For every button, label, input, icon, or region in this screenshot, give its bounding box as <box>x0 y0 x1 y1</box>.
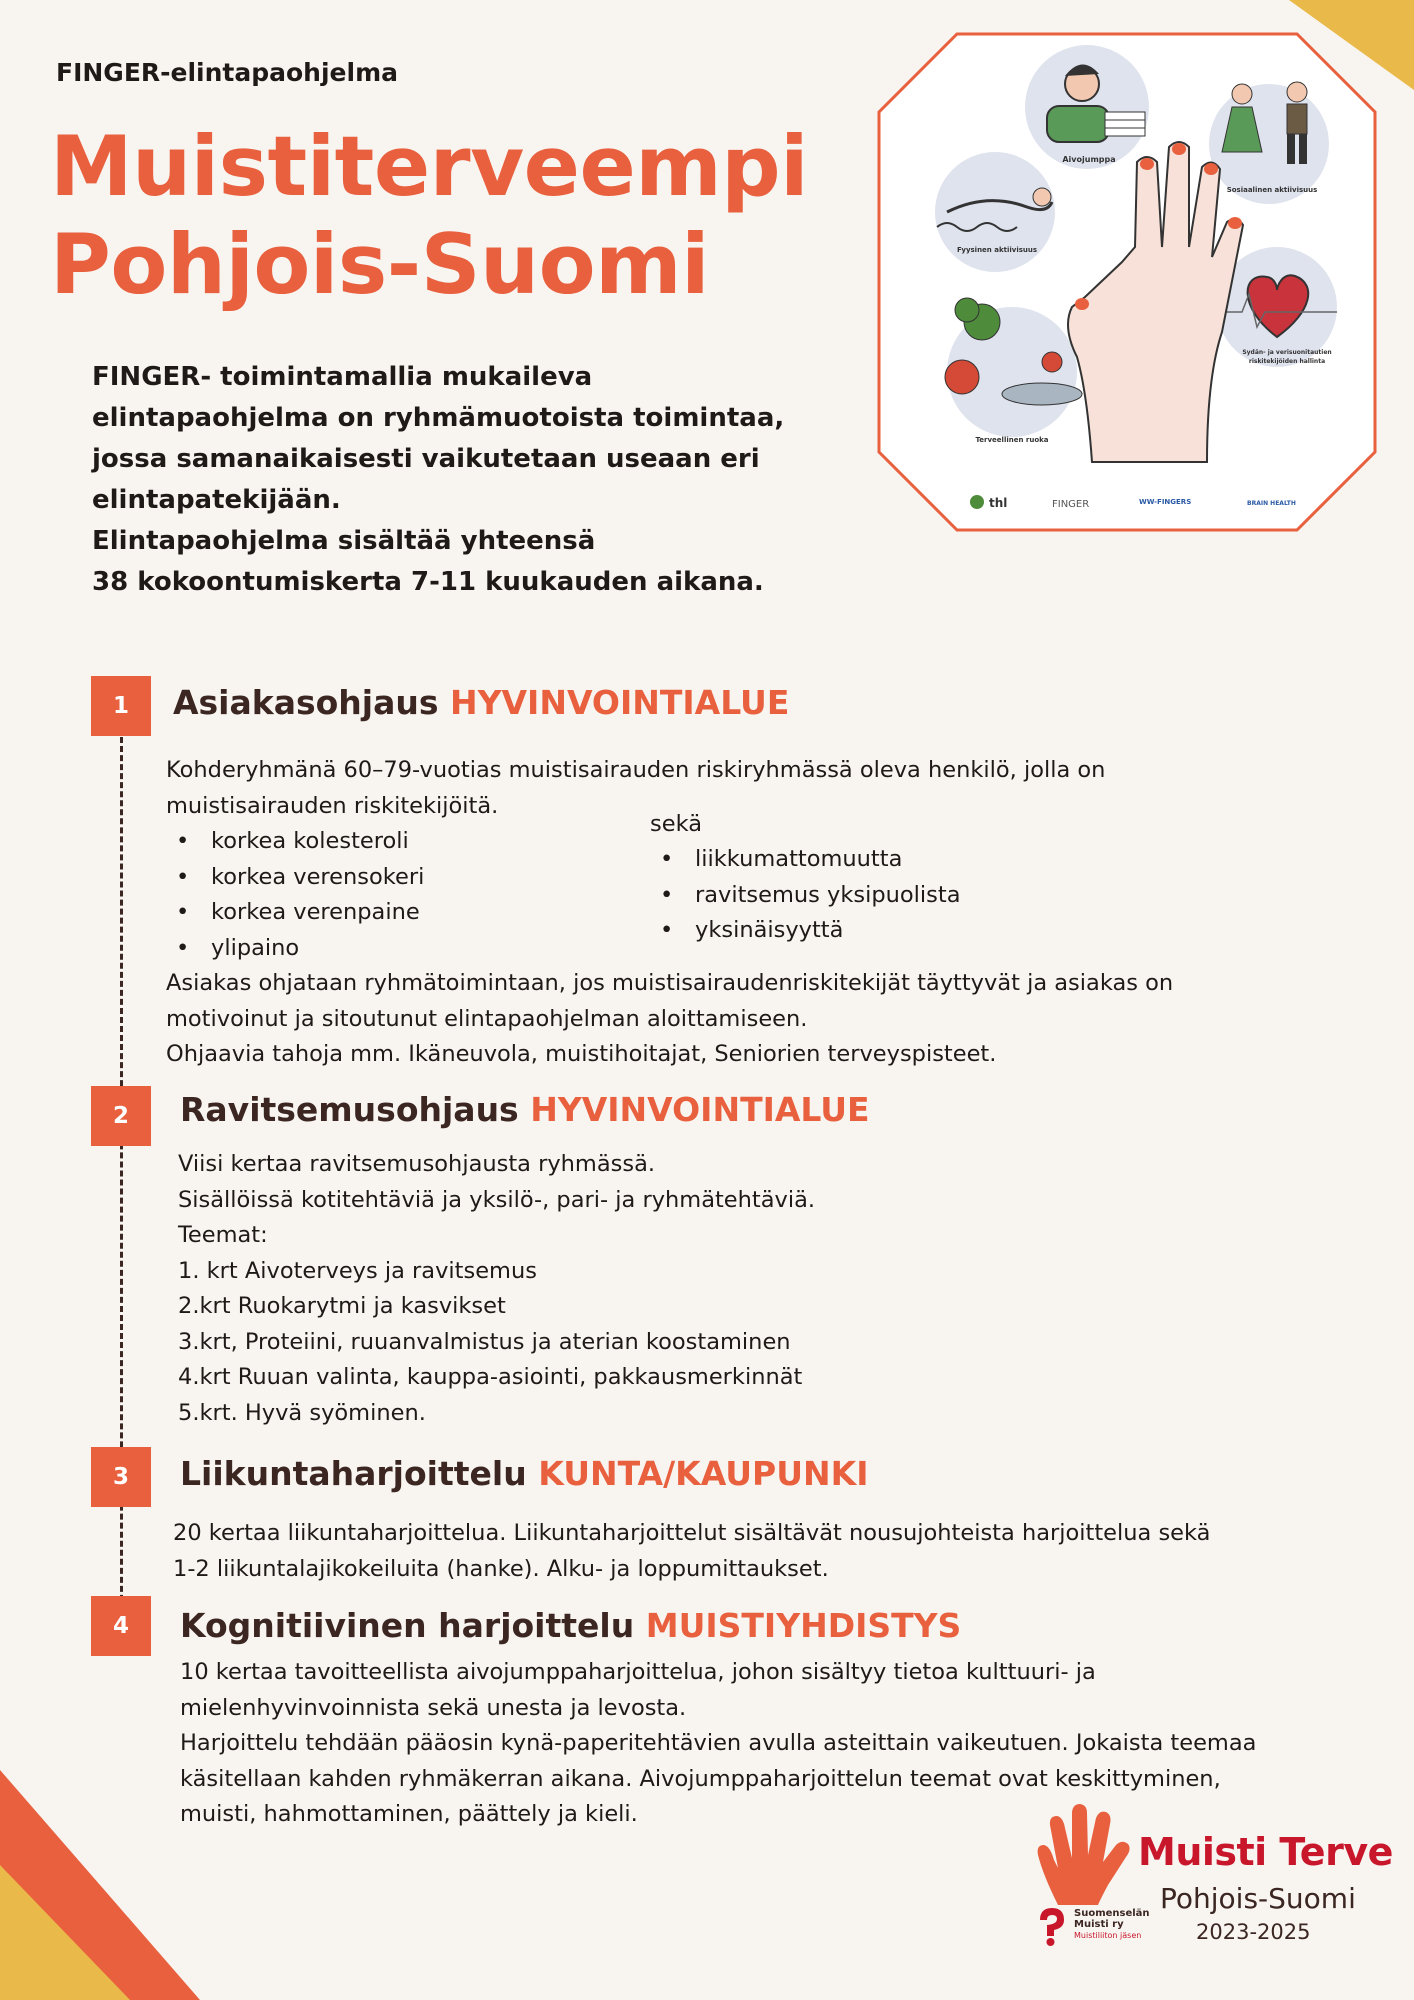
text-line: mielenhyvinvoinnista sekä unesta ja levosta. <box>180 1694 687 1721</box>
text-line: Viisi kertaa ravitsemusohjausta ryhmässä. <box>178 1151 656 1177</box>
list-item: • ylipaino <box>166 931 424 967</box>
text-line: 20 kertaa liikuntaharjoittelua. Liikuntaharjoittelut sisältävät nousujohteista harjoittelua sekä <box>173 1520 1211 1546</box>
section-2-body <box>178 1147 1328 1431</box>
text-line: motivoinut ja sitoutunut elintapaohjelman aloittamiseen. <box>166 1005 808 1032</box>
text-line: käsitellaan kahden ryhmäkerran aikana. Aivojumppaharjoittelun teemat ovat keskittyminen, <box>180 1765 1221 1792</box>
title-line-1: Muistiterveempi <box>50 118 809 215</box>
kicker: FINGER-elintapaohjelma <box>56 58 398 87</box>
text-line: Harjoittelu tehdään pääosin kynä-paperitehtävien avulla asteittain vaikeutuen. Jokaista teemaa <box>180 1730 1257 1756</box>
label-brain: Aivojumppa <box>1062 155 1116 164</box>
muisti-ry-logo-icon <box>1034 1906 1070 1946</box>
section-1-body <box>166 753 1316 824</box>
step-number-1: 1 <box>91 676 151 736</box>
association-logo-text <box>1074 1908 1150 1941</box>
intro-text <box>92 357 832 603</box>
risk-list-b <box>650 842 961 949</box>
label-physical: Fyysinen aktiivisuus <box>956 246 1038 254</box>
label-heart-2: riskitekijöiden hallinta <box>1248 358 1326 365</box>
logo-years: 2023-2025 <box>1196 1920 1311 1944</box>
label-diet: Terveellinen ruoka <box>975 436 1049 444</box>
logo-thl: thl <box>989 496 1008 510</box>
text-line: Teemat: <box>178 1222 268 1248</box>
finger-illustration <box>877 32 1377 532</box>
corner-decoration-bottom <box>0 1770 200 2000</box>
list-item: • korkea kolesteroli <box>166 824 424 860</box>
list-item: • korkea verensokeri <box>166 860 424 896</box>
section-1-org: HYVINVOINTIALUE <box>450 683 790 722</box>
step-number-2: 2 <box>91 1086 151 1146</box>
section-1-title: Asiakasohjaus <box>173 683 439 722</box>
text-line: 4.krt Ruuan valinta, kauppa-asiointi, pakkausmerkinnät <box>178 1364 803 1390</box>
logo-region: Pohjois-Suomi <box>1160 1882 1356 1915</box>
section-3-title: Liikuntaharjoittelu <box>180 1454 527 1493</box>
section-1-intro-2: muistisairauden riskitekijöitä. <box>166 792 499 819</box>
step-number-4: 4 <box>91 1596 151 1656</box>
section-3-body <box>173 1516 1353 1587</box>
section-2-org: HYVINVOINTIALUE <box>530 1090 870 1129</box>
label-heart-1: Sydän- ja verisuonitautien <box>1242 349 1332 356</box>
intro-line: Elintapaohjelma sisältää yhteensä <box>92 526 596 556</box>
list-item: • korkea verenpaine <box>166 895 424 931</box>
assoc-line-3: Muistiliiton jäsen <box>1074 1931 1142 1940</box>
page-title <box>50 118 808 314</box>
intro-line: FINGER- toimintamallia mukaileva <box>92 362 593 392</box>
list-item: • ravitsemus yksipuolista <box>650 878 961 914</box>
text-line: 2.krt Ruokarytmi ja kasvikset <box>178 1293 506 1319</box>
section-4-org: MUISTIYHDISTYS <box>645 1606 962 1645</box>
text-line: Asiakas ohjataan ryhmätoimintaan, jos muistisairaudenriskitekijät täyttyvät ja asiakas on <box>166 970 1174 996</box>
section-4-body <box>180 1655 1380 1833</box>
logo-finger: FINGER <box>1052 499 1090 510</box>
risk-list-a <box>166 824 424 966</box>
step-number-3: 3 <box>91 1447 151 1507</box>
section-1-intro: Kohderyhmänä 60–79-vuotias muistisairauden riskiryhmässä oleva henkilö, jolla on <box>166 757 1106 783</box>
text-line: 3.krt, Proteiini, ruuanvalmistus ja aterian koostaminen <box>178 1328 791 1355</box>
assoc-line-1: Suomenselän <box>1074 1908 1150 1919</box>
section-4-heading <box>180 1606 961 1645</box>
section-4-title: Kognitiivinen harjoittelu <box>180 1606 635 1645</box>
text-line: 10 kertaa tavoitteellista aivojumppaharjoittelua, johon sisältyy tietoa kulttuuri- ja <box>180 1659 1096 1685</box>
label-social: Sosiaalinen aktiivisuus <box>1226 186 1318 194</box>
seka-label: sekä <box>650 811 702 837</box>
section-1-heading <box>173 683 789 722</box>
logo-ww-fingers: WW-FINGERS <box>1139 498 1192 506</box>
title-line-2: Pohjois-Suomi <box>50 216 710 313</box>
logo-brain-health: BRAIN HEALTH <box>1247 500 1296 507</box>
intro-line: elintapaohjelma on ryhmämuotoista toimintaa, <box>92 403 785 433</box>
intro-line: jossa samanaikaisesti vaikutetaan useaan eri <box>92 444 760 474</box>
text-line: 1-2 liikuntalajikokeiluita (hanke). Alku- ja loppumittaukset. <box>173 1555 829 1582</box>
list-item: • liikkumattomuutta <box>650 842 961 878</box>
list-item: • yksinäisyyttä <box>650 913 961 949</box>
section-2-title: Ravitsemusohjaus <box>180 1090 519 1129</box>
intro-line: 38 kokoontumiskerta 7-11 kuukauden aikana. <box>92 567 764 597</box>
section-3-heading <box>180 1454 869 1493</box>
assoc-line-2: Muisti ry <box>1074 1919 1124 1930</box>
logo-name: Muisti Terve <box>1138 1830 1393 1874</box>
text-line: Ohjaavia tahoja mm. Ikäneuvola, muistihoitajat, Seniorien terveyspisteet. <box>166 1041 997 1067</box>
text-line: 5.krt. Hyvä syöminen. <box>178 1399 426 1426</box>
hand-logo-icon <box>1028 1800 1138 1910</box>
intro-line: elintapatekijään. <box>92 485 341 515</box>
section-3-org: KUNTA/KAUPUNKI <box>538 1454 869 1493</box>
text-line: 1. krt Aivoterveys ja ravitsemus <box>178 1257 537 1284</box>
text-line: Sisällöissä kotitehtäviä ja yksilö-, pari- ja ryhmätehtäviä. <box>178 1186 816 1213</box>
text-line: muisti, hahmottaminen, päättely ja kieli. <box>180 1801 638 1827</box>
section-1-after <box>166 966 1316 1073</box>
section-2-heading <box>180 1090 870 1129</box>
